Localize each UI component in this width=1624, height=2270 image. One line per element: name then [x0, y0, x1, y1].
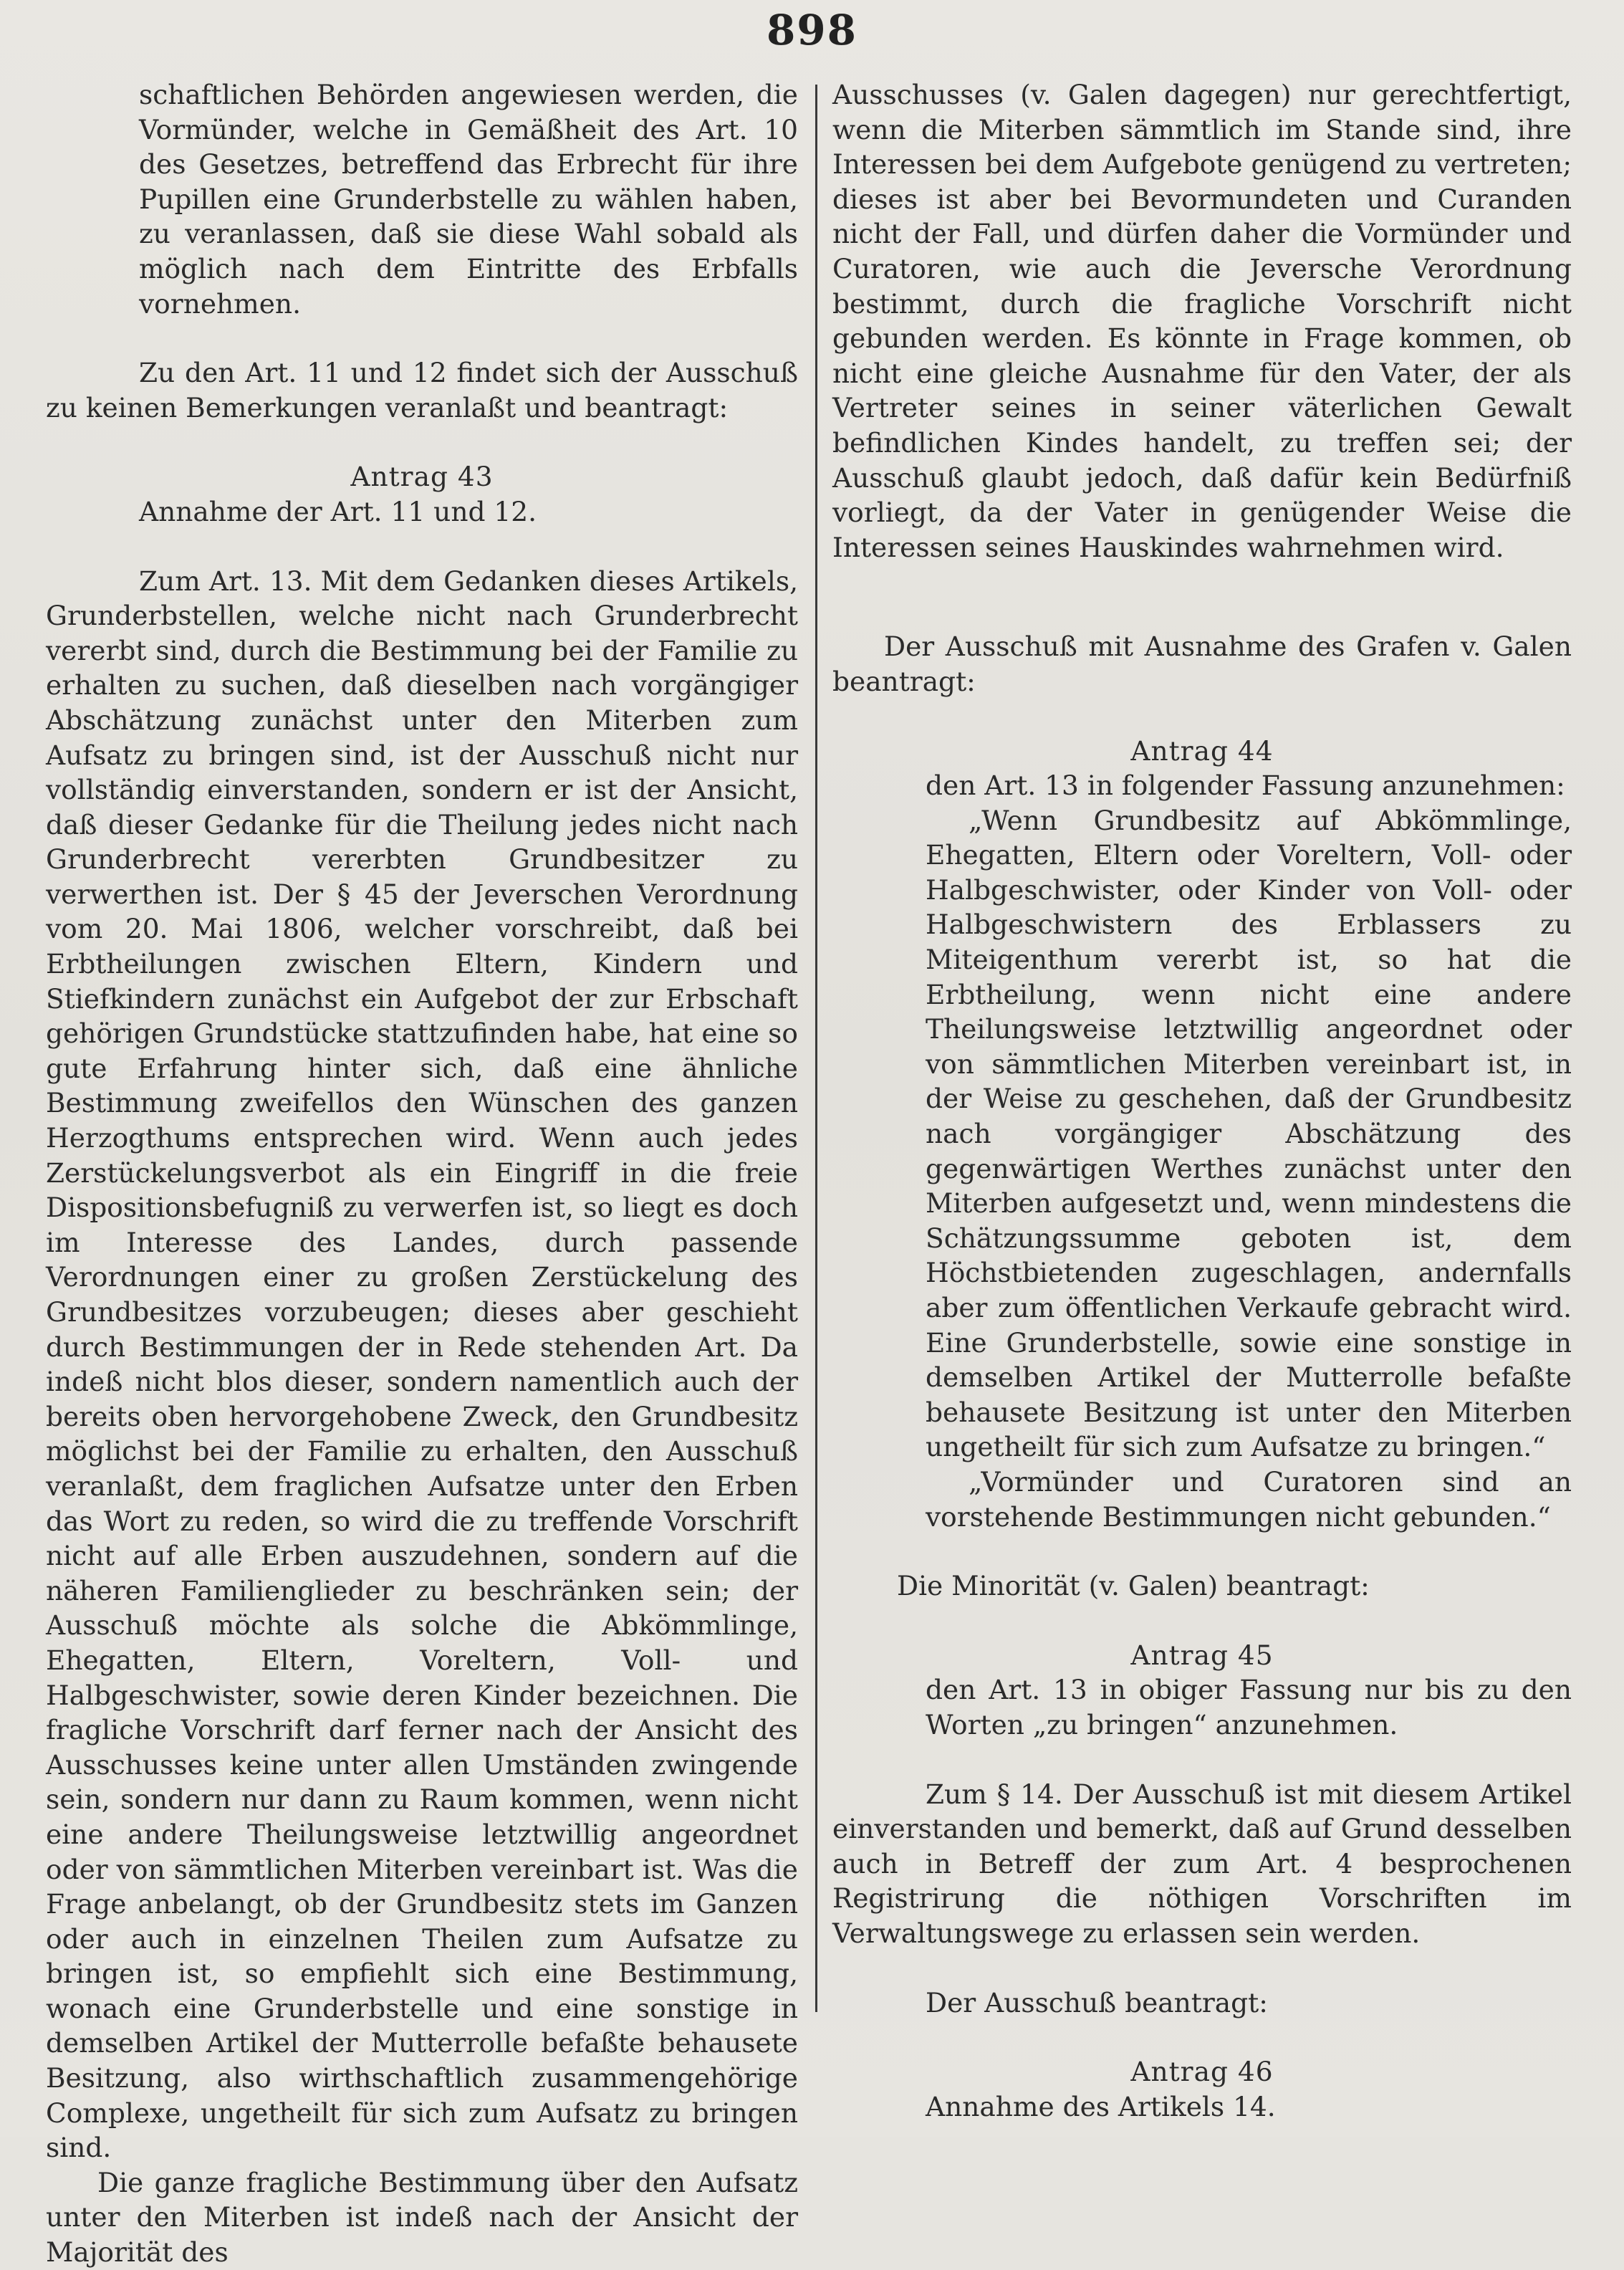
- right-column: [832, 77, 1572, 2124]
- antrag-heading: Antrag 43: [350, 461, 494, 493]
- paragraph: Die Minorität (v. Galen) beantragt:: [897, 1570, 1370, 1602]
- antrag-text: Annahme der Art. 11 und 12.: [139, 495, 537, 527]
- antrag-heading: Antrag 44: [1130, 734, 1274, 767]
- column-divider: [815, 85, 817, 2012]
- quoted-article: „Vormünder und Curatoren sind an vorstehende Bestimmungen nicht gebunden.“: [926, 1465, 1572, 1533]
- paragraph: Der Ausschuß mit Ausnahme des Grafen v. Galen beantragt:: [832, 631, 1572, 697]
- quoted-article: „Wenn Grundbesitz auf Abkömmlinge, Ehegatten, Eltern oder Voreltern, Voll- oder Halbgeschwister, oder Kinder von Voll- oder Halbgeschwistern des Erblassers zu Miteigenthum vererbt ist, so hat die Erbtheilung, wenn nicht eine andere Theilungsweise letztwillig angeordnet oder von sämmtlichen Miterben vereinbart ist, in der Weise zu geschehen, daß der Grundbesitz nach vorgängiger Abschätzung des gegenwärtigen Werthes zunächst unter den Miterben aufgesetzt und, wenn mindestens die Schätzungssumme geboten ist, dem Höchstbietenden zugeschlagen, andernfalls aber zum öffentlichen Verkaufe gebracht wird. Eine Grunderbstelle, sowie eine sonstige in demselben Artikel der Mutterrolle befaßte behausete Besitzung ist unter den Miterben ungetheilt für sich zum Aufsatze zu bringen.“: [926, 804, 1572, 1463]
- page-number: 898: [766, 6, 858, 54]
- antrag-text: Annahme des Artikels 14.: [926, 2090, 1276, 2122]
- left-column: [46, 77, 798, 2270]
- paragraph: Ausschusses (v. Galen dagegen) nur gerechtfertigt, wenn die Miterben sämmtlich im Stande sind, ihre Interessen bei dem Aufgebote genügend zu vertreten; dieses ist aber bei Bevormundeten und Curanden nicht der Fall, und dürfen daher die Vormünder und Curatoren, wie auch die Jeversche Verordnung bestimmt, durch die fragliche Vorschrift nicht gebunden werden. Es könnte in Frage kommen, ob nicht eine gleiche Ausnahme für den Vater, der als Vertreter seines in seiner väterlichen Gewalt befindlichen Kindes handelt, zu treffen sei; der Ausschuß glaubt jedoch, daß dafür kein Bedürfniß vorliegt, da der Vater in genügender Weise die Interessen seines Hauskindes wahrnehmen wird.: [832, 79, 1572, 563]
- antrag-text: den Art. 13 in folgender Fassung anzunehmen:: [926, 770, 1565, 802]
- antrag-text: den Art. 13 in obiger Fassung nur bis zu den Worten „zu bringen“ anzunehmen.: [926, 1674, 1572, 1740]
- paragraph: Der Ausschuß beantragt:: [926, 1986, 1268, 2018]
- antrag-heading: Antrag 45: [1130, 1639, 1274, 1671]
- paragraph: Zum § 14. Der Ausschuß ist mit diesem Artikel einverstanden und bemerkt, daß auf Grund desselben auch in Betreff der zum Art. 4 besprochenen Registrirung die nöthigen Vorschriften im Verwaltungswege zu erlassen sein werden.: [832, 1778, 1572, 1949]
- paragraph: schaftlichen Behörden angewiesen werden, die Vormünder, welche in Gemäßheit des Art. 10 des Gesetzes, betreffend das Erbrecht für ihre Pupillen eine Grunderbstelle zu wählen haben, zu veranlassen, daß sie diese Wahl sobald als möglich nach dem Eintritte des Erbfalls vornehmen.: [139, 79, 798, 320]
- paragraph: Zum Art. 13. Mit dem Gedanken dieses Artikels, Grunderbstellen, welche nicht nach Grunderbrecht vererbt sind, durch die Bestimmung bei der Familie zu erhalten zu suchen, daß dieselben nach vorgängiger Abschätzung zunächst unter den Miterben zum Aufsatz zu bringen sind, ist der Ausschuß nicht nur vollständig einverstanden, sondern er ist der Ansicht, daß dieser Gedanke für die Theilung jedes nicht nach Grunderbrecht vererbten Grundbesitzer zu verwerthen ist. Der § 45 der Jeverschen Verordnung vom 20. Mai 1806, welcher vorschreibt, daß bei Erbtheilungen zwischen Eltern, Kindern und Stiefkindern zunächst ein Aufgebot der zur Erbschaft gehörigen Grundstücke stattzufinden habe, hat eine so gute Erfahrung hinter sich, daß eine ähnliche Bestimmung zweifellos den Wünschen des ganzen Herzogthums entsprechen wird. Wenn auch jedes Zerstückelungsverbot als ein Eingriff in die freie Dispositionsbefugniß zu verwerfen ist, so liegt es doch im Interesse des Landes, durch passende Verordnungen einer zu großen Zerstückelung des Grundbesitzes vorzubeugen; dieses aber geschieht durch Bestimmungen der in Rede stehenden Art. Da indeß nicht blos dieser, sondern namentlich auch der bereits oben hervorgehobene Zweck, den Grundbesitz möglichst bei der Familie zu erhalten, den Ausschuß veranlaßt, dem fraglichen Aufsatze unter den Erben das Wort zu reden, so wird die zu treffende Vorschrift nicht auf alle Erben auszudehnen, sondern auf die näheren Familienglieder zu beschränken sein; der Ausschuß möchte als solche die Abkömmlinge, Ehegatten, Eltern, Voreltern, Voll- und Halbgeschwister, sowie deren Kinder bezeichnen. Die fragliche Vorschrift darf ferner nach der Ansicht des Ausschusses keine unter allen Umständen zwingende sein, sondern nur dann zu Raum kommen, wenn nicht eine andere Theilungsweise letztwillig angeordnet oder von sämmtlichen Miterben vereinbart ist. Was die Frage anbelangt, ob der Grundbesitz stets im Ganzen oder auch in einzelnen Theilen zum Aufsatze zu bringen ist, so empfiehlt sich eine Bestimmung, wonach eine Grunderbstelle und eine sonstige in demselben Artikel der Mutterrolle befaßte behausete Besitzung, also wirthschaftlich zusammengehörige Complexe, ungetheilt für sich zum Aufsatz zu bringen sind.: [46, 565, 798, 2164]
- antrag-heading: Antrag 46: [1130, 2056, 1274, 2088]
- paragraph: Die ganze fragliche Bestimmung über den Aufsatz unter den Miterben ist indeß nach der Ansicht der Majorität des: [46, 2166, 798, 2269]
- paragraph: Zu den Art. 11 und 12 findet sich der Ausschuß zu keinen Bemerkungen veranlaßt und beantragt:: [46, 357, 798, 423]
